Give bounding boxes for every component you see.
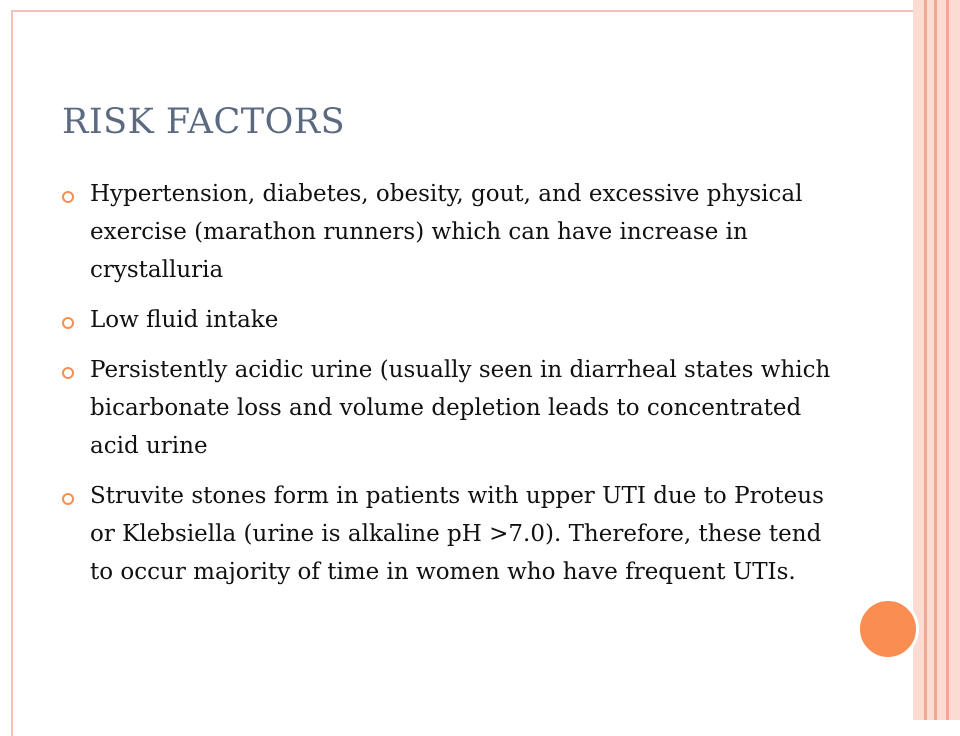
- bullet-item: [62, 477, 842, 591]
- stripe-line: [924, 0, 927, 720]
- bullet-circle-icon: [62, 317, 74, 329]
- stripe-line: [946, 0, 949, 720]
- decorative-orange-circle-icon: [857, 598, 919, 660]
- bullet-text: Hypertension, diabetes, obesity, gout, and excessive physical exercise (marathon runners) which can have increase in crystalluria: [90, 181, 803, 283]
- slide-title: RISK FACTORS: [62, 102, 346, 142]
- bullet-item: [62, 175, 842, 289]
- decorative-stripes: [913, 0, 960, 720]
- bullet-text: Low fluid intake: [90, 307, 279, 333]
- bullet-item: [62, 351, 842, 465]
- bullet-text: Struvite stones form in patients with upper UTI due to Proteus or Klebsiella (urine is alkaline pH >7.0). Therefore, these tend to occur majority of time in women who have frequent UTIs.: [90, 483, 824, 585]
- bullet-item: [62, 301, 842, 339]
- bullet-list: [62, 175, 842, 603]
- bullet-circle-icon: [62, 493, 74, 505]
- bullet-circle-icon: [62, 191, 74, 203]
- bullet-text: Persistently acidic urine (usually seen in diarrheal states which bicarbonate loss and volume depletion leads to concentrated acid urine: [90, 357, 831, 459]
- stripe-line: [934, 0, 937, 720]
- bullet-circle-icon: [62, 367, 74, 379]
